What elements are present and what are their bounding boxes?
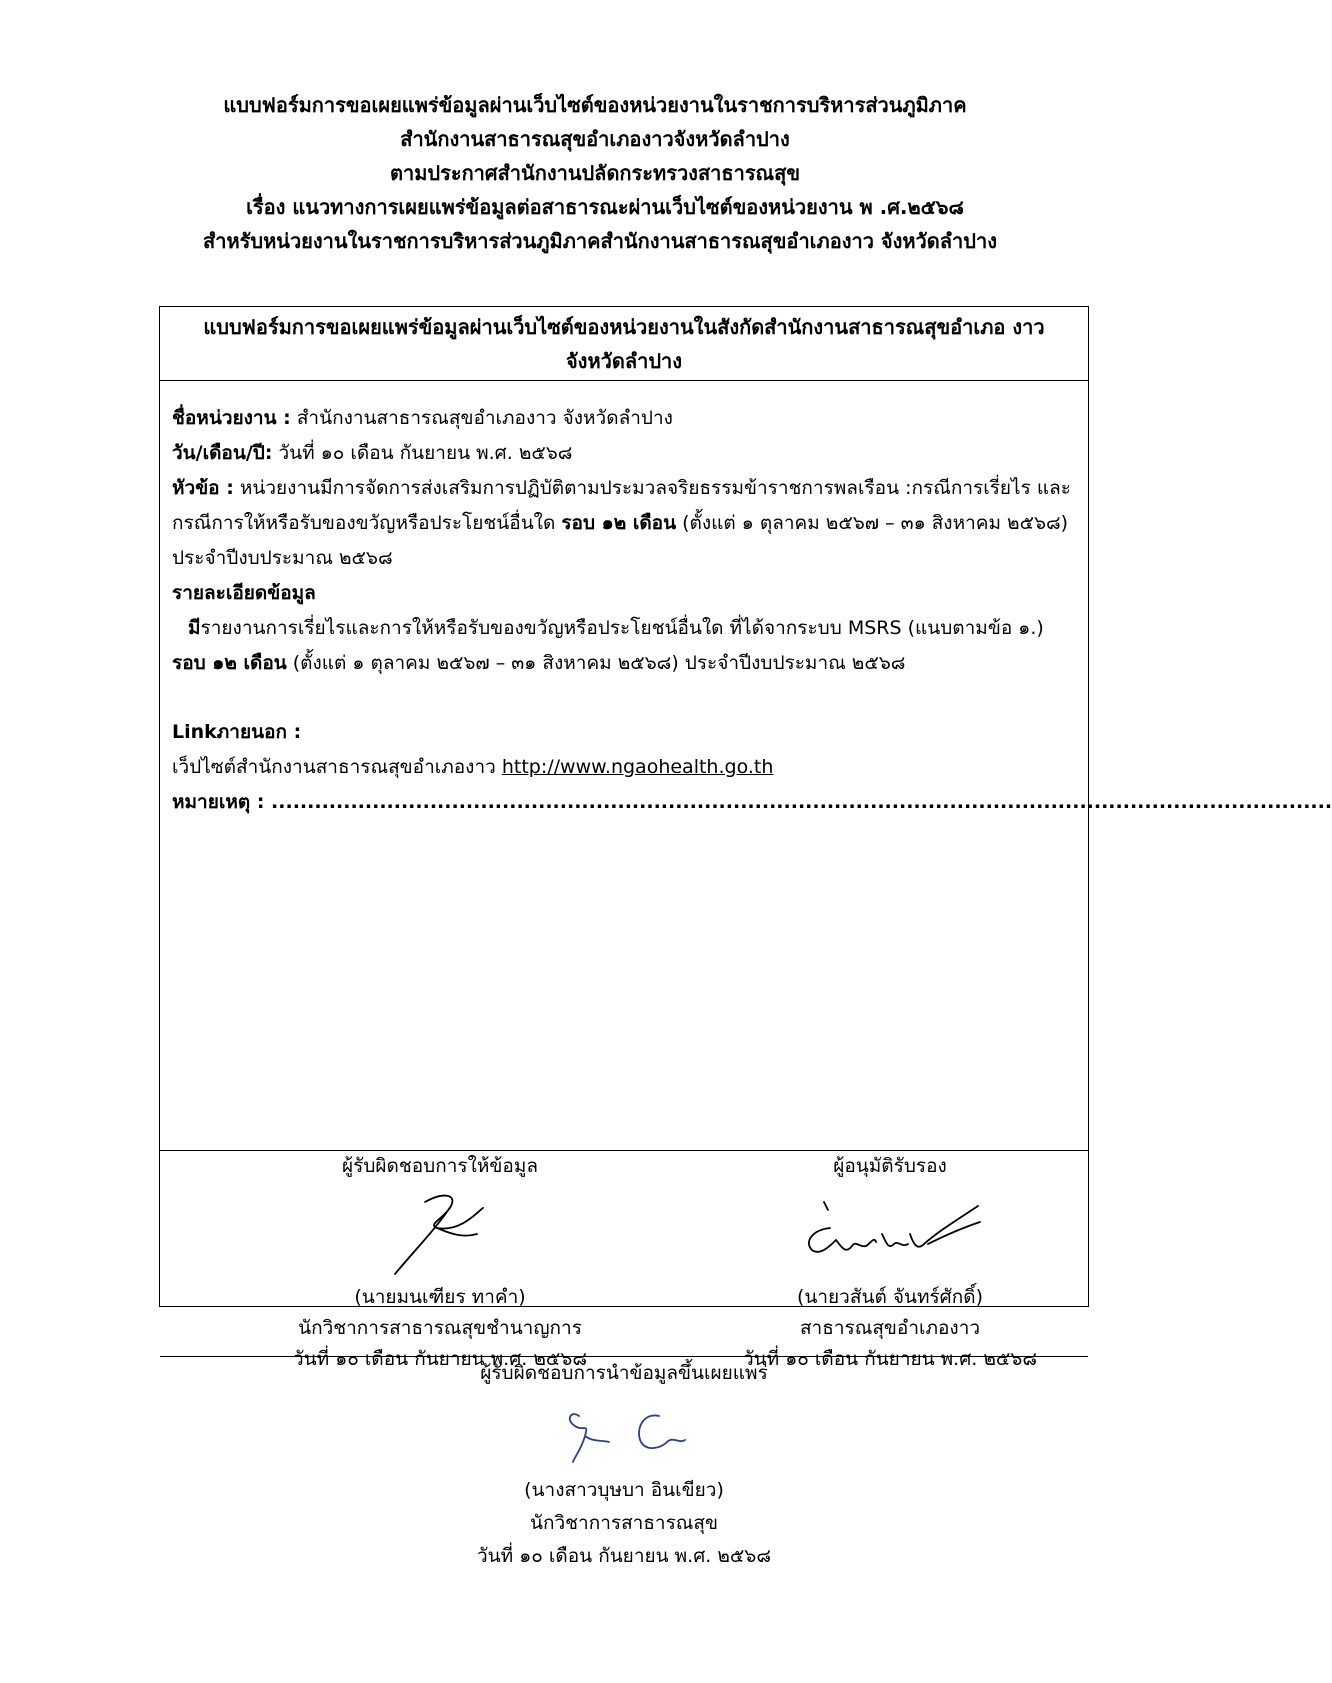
header-line-3: ตามประกาศสำนักงานปลัดกระทรวงสาธารณสุข [389, 161, 800, 185]
signature-block-provider [250, 1151, 630, 1375]
note-row [172, 785, 1332, 820]
approver-name: (นายวสันต์ จันทร์ศักดิ์) [796, 1286, 983, 1308]
publisher-role: ผู้รับผิดชอบการนำข้อมูลขึ้นเผยแพร่ [480, 1362, 768, 1384]
provider-date: วันที่ ๑๐ เดือน กันยายน พ.ศ. ๒๕๖๘ [293, 1348, 587, 1370]
spacer [172, 681, 1076, 715]
topic-row [172, 471, 1076, 576]
date-label: วัน/เดือน/ปี: [172, 442, 273, 464]
signature-block-approver [700, 1151, 1080, 1375]
approver-role: ผู้อนุมัติรับรอง [833, 1155, 947, 1177]
provider-signature [365, 1184, 515, 1282]
detail-text-2: (ตั้งแต่ ๑ ตุลาคม ๒๕๖๗ – ๓๑ สิงหาคม ๒๕๖๘) ประจำปีงบประมาณ ๒๕๖๘ [286, 652, 906, 674]
publisher-position: นักวิชาการสาธารณสุข [529, 1512, 719, 1534]
provider-role: ผู้รับผิดชอบการให้ข้อมูล [342, 1155, 538, 1177]
note-dots: ................................................................................................................................................... [271, 791, 1332, 813]
detail-heading-text: รายละเอียดข้อมูล [172, 582, 316, 604]
document-header [0, 88, 1190, 258]
approver-position: สาธารณสุขอำเภองาว [799, 1317, 981, 1339]
header-line-5: สำหรับหน่วยงานในราชการบริหารส่วนภูมิภาคสำนักงานสาธารณสุขอำเภองาว จังหวัดลำปาง [203, 229, 997, 253]
topic-text-1: หน่วยงานมีการจัดการส่งเสริมการปฏิบัติตามประมวลจริยธรรมข้าราชการพลเรือน :กรณีการเรี่ยไร และกรณีการให้หรือรับของขวัญหรือประโยชน์อื่นใด [172, 477, 1071, 534]
publisher-section [160, 1357, 1088, 1597]
header-line-1: แบบฟอร์มการขอเผยแพร่ข้อมูลผ่านเว็บไซต์ของหน่วยงานในราชการบริหารส่วนภูมิภาค [223, 93, 967, 117]
form-body [160, 381, 1332, 1151]
link-label: เว็ปไซต์สำนักงานสาธารณสุขอำเภองาว [172, 756, 502, 778]
header-line-4: เรื่อง แนวทางการเผยแพร่ข้อมูลต่อสาธารณะผ่านเว็บไซต์ของหน่วยงาน พ .ศ.๒๕๖๘ [246, 195, 964, 219]
unit-row [172, 401, 1076, 436]
publisher-date: วันที่ ๑๐ เดือน กันยายน พ.ศ. ๒๕๖๘ [477, 1545, 771, 1567]
link-row [172, 750, 1076, 785]
form-title-line-2: จังหวัดลำปาง [565, 349, 683, 373]
signature-section [160, 1151, 1088, 1370]
website-link[interactable]: http://www.ngaohealth.go.th [501, 756, 774, 778]
topic-text-2: (ตั้งแต่ ๑ ตุลาคม ๒๕๖๗ – ๓๑ สิงหาคม ๒๕๖๘) ประจำปีงบประมาณ ๒๕๖๘ [172, 512, 1069, 569]
header-line-2: สำนักงานสาธารณสุขอำเภองาวจังหวัดลำปาง [400, 127, 790, 151]
publisher-signature [549, 1396, 699, 1470]
detail-text-1: รายงานการเรี่ยไรและการให้หรือรับของขวัญหรือประโยชน์อื่นใด ที่ได้จากระบบ MSRS (แนบตามข้อ ๑.) [200, 617, 1044, 639]
detail-heading [172, 576, 1076, 611]
provider-position: นักวิชาการสาธารณสุขชำนาญการ [298, 1317, 582, 1339]
unit-label: ชื่อหน่วยงาน : [172, 407, 291, 429]
detail-mi: มี [188, 617, 201, 639]
note-label: หมายเหตุ : [172, 791, 272, 813]
detail-round: รอบ ๑๒ เดือน [172, 652, 287, 674]
date-value: วันที่ ๑๐ เดือน กันยายน พ.ศ. ๒๕๖๘ [272, 442, 573, 464]
date-row [172, 436, 1076, 471]
form-title-line-1: แบบฟอร์มการขอเผยแพร่ข้อมูลผ่านเว็บไซต์ของหน่วยงานในสังกัดสำนักงานสาธารณสุขอำเภอ งาว [203, 315, 1045, 339]
detail-row [172, 611, 1076, 646]
provider-name: (นายมนเฑียร ทาคำ) [354, 1286, 526, 1308]
form-title [160, 307, 1088, 381]
link-heading-text: Linkภายนอก : [172, 721, 302, 743]
detail-row-2 [172, 646, 1076, 681]
approver-date: วันที่ ๑๐ เดือน กันยายน พ.ศ. ๒๕๖๘ [743, 1348, 1037, 1370]
unit-value: สำนักงานสาธารณสุขอำเภองาว จังหวัดลำปาง [290, 407, 673, 429]
topic-round: รอบ ๑๒ เดือน [561, 512, 677, 534]
publisher-name: (นางสาวบุษบา อินเขียว) [524, 1479, 724, 1501]
publication-form [159, 306, 1332, 1567]
link-heading [172, 715, 1076, 750]
approver-signature [790, 1184, 990, 1282]
topic-label: หัวข้อ : [172, 477, 234, 499]
